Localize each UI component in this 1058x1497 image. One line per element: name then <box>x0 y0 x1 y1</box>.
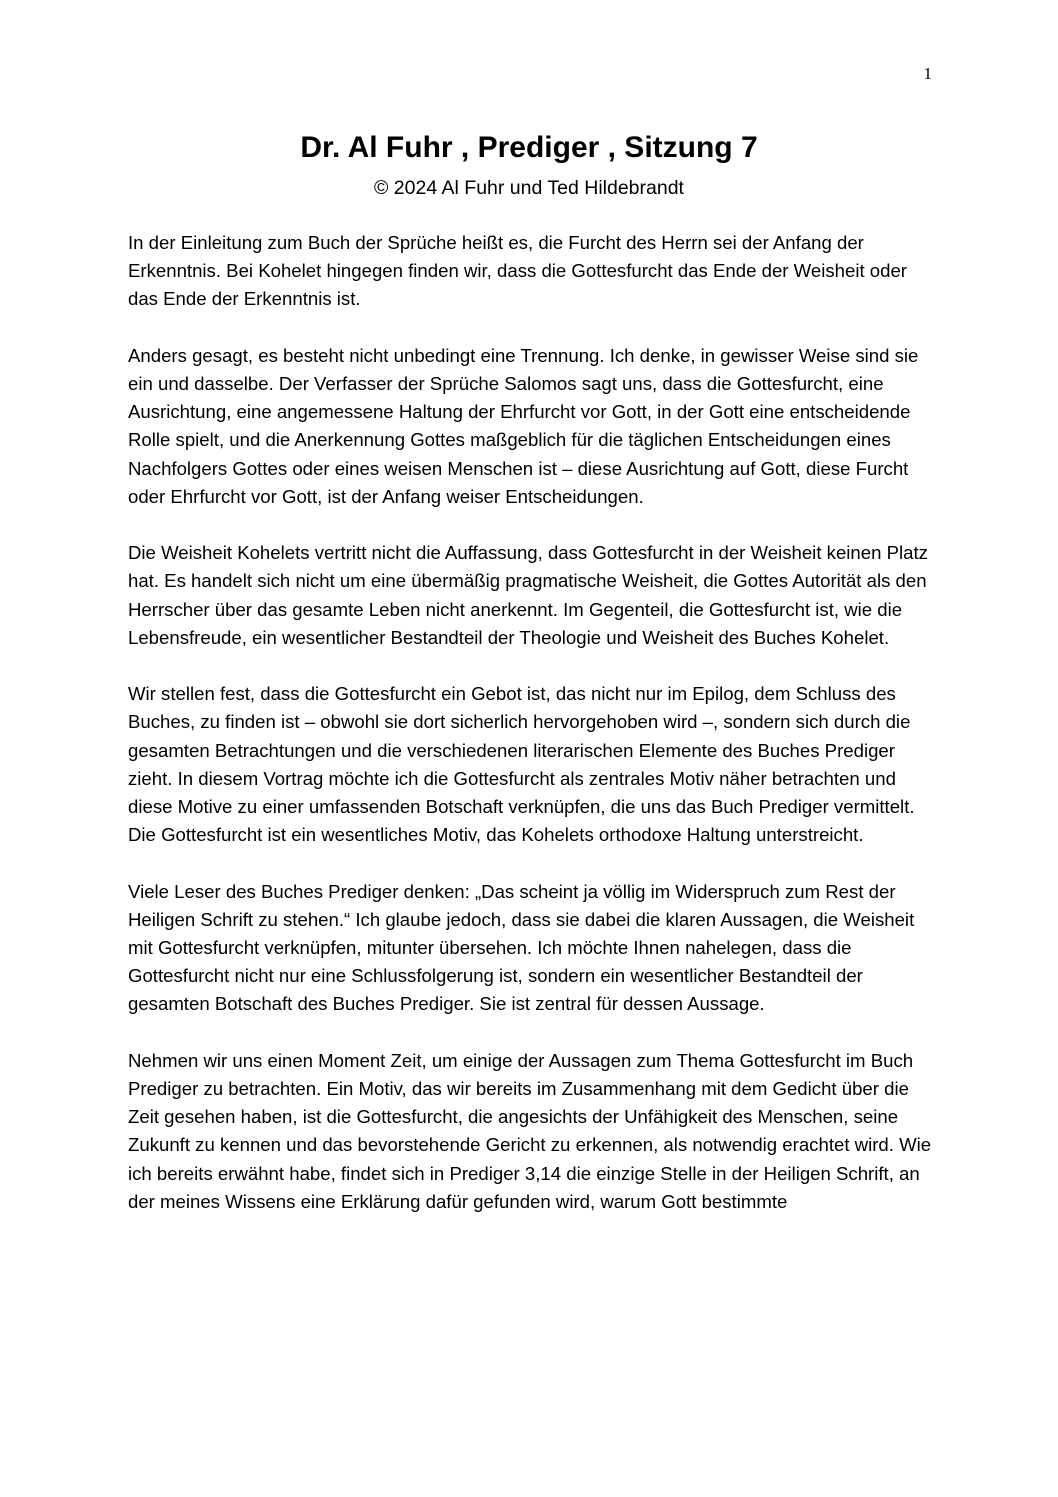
paragraph: Nehmen wir uns einen Moment Zeit, um einige der Aussagen zum Thema Gottesfurcht im Buch Prediger zu betrachten. Ein Motiv, das wir bereits im Zusammenhang mit dem Gedicht über die Zeit gesehen haben, ist die Gottesfurcht, die angesichts der Unfähigkeit des Menschen, seine Zukunft zu kennen und das bevorstehende Gericht zu erkennen, als notwendig erachtet wird. Wie ich bereits erwähnt habe, findet sich in Prediger 3,14 die einzige Stelle in der Heiligen Schrift, an der meines Wissens eine Erklärung dafür gefunden wird, warum Gott bestimmte <box>128 1049 932 1212</box>
paragraph: In der Einleitung zum Buch der Sprüche heißt es, die Furcht des Herrn sei der Anfang der Erkenntnis. Bei Kohelet hingegen finden wir, dass die Gottesfurcht das Ende der Weisheit oder das Ende der Erkenntnis ist. <box>128 232 907 310</box>
paragraph: Anders gesagt, es besteht nicht unbedingt eine Trennung. Ich denke, in gewisser Weise sind sie ein und dasselbe. Der Verfasser der Sprüche Salomos sagt uns, dass die Gottesfurcht, eine Ausrichtung, eine angemessene Haltung der Ehrfurcht vor Gott, in der Gott eine entscheidende Rolle spielt, und die Anerkennung Gottes maßgeblich für die täglichen Entscheidungen eines Nachfolgers Gottes oder eines weisen Menschen ist – diese Ausrichtung auf Gott, diese Furcht oder Ehrfurcht vor Gott, ist der Anfang weiser Entscheidungen. <box>128 344 919 507</box>
paragraph: Wir stellen fest, dass die Gottesfurcht ein Gebot ist, das nicht nur im Epilog, dem Schluss des Buches, zu finden ist – obwohl sie dort sicherlich hervorgehoben wird –, sondern sich durch die gesamten Betrachtungen und die verschiedenen literarischen Elemente des Buches Prediger zieht. In diesem Vortrag möchte ich die Gottesfurcht als zentrales Motiv näher betrachten und diese Motive zu einer umfassenden Botschaft verknüpfen, die uns das Buch Prediger vermittelt. Die Gottesfurcht ist ein wesentliches Motiv, das Kohelets orthodoxe Haltung unterstreicht. <box>128 683 915 846</box>
page-number: 1 <box>923 64 932 83</box>
document-title: Dr. Al Fuhr , Prediger , Sitzung 7 <box>300 131 758 164</box>
document-body <box>128 229 932 1244</box>
paragraph: Viele Leser des Buches Prediger denken: „Das scheint ja völlig im Widerspruch zum Rest der Heiligen Schrift zu stehen.“ Ich glaube jedoch, dass sie dabei die klaren Aussagen, die Weisheit mit Gottesfurcht verknüpfen, mitunter übersehen. Ich möchte Ihnen nahelegen, dass die Gottesfurcht nicht nur eine Schlussfolgerung ist, sondern ein wesentlicher Bestandteil der gesamten Botschaft des Buches Prediger. Sie ist zentral für dessen Aussage. <box>128 880 915 1015</box>
copyright-line: © 2024 Al Fuhr und Ted Hildebrandt <box>374 177 684 199</box>
paragraph: Die Weisheit Kohelets vertritt nicht die Auffassung, dass Gottesfurcht in der Weisheit keinen Platz hat. Es handelt sich nicht um eine übermäßig pragmatische Weisheit, die Gottes Autorität als den Herrscher über das gesamte Leben nicht anerkennt. Im Gegenteil, die Gottesfurcht ist, wie die Lebensfreude, ein wesentlicher Bestandteil der Theologie und Weisheit des Buches Kohelet. <box>128 542 928 648</box>
